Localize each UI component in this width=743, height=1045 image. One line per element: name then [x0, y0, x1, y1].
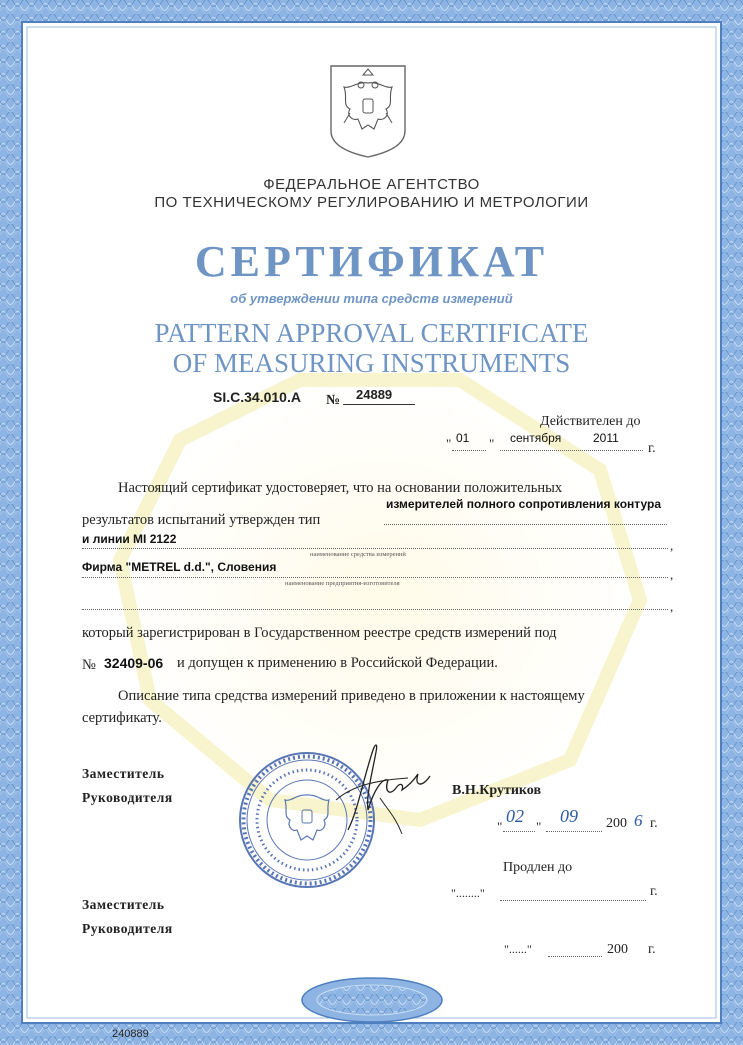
- agency-line-1: ФЕДЕРАЛЬНОЕ АГЕНТСТВО: [263, 176, 480, 193]
- signature2-suffix: г.: [648, 942, 656, 957]
- validity-day-line: [452, 450, 486, 451]
- validity-label: Действителен до: [540, 414, 641, 429]
- caption-instrument: наименование средства измерений: [310, 551, 406, 558]
- manufacturer: Фирма "METREL d.d.", Словения: [82, 560, 277, 574]
- validity-suffix: г.: [648, 441, 656, 456]
- manufacturer-line: [82, 577, 668, 578]
- validity-open-quote: ": [446, 436, 452, 451]
- signature1-role-line-2: Руководителя: [82, 790, 173, 805]
- signature1-role-line-1: Заместитель: [82, 766, 165, 781]
- extension-label: Продлен до: [503, 860, 573, 875]
- description-line-1: Описание типа средства измерений приведено в приложении к настоящему: [118, 688, 585, 704]
- instrument-line-1: [384, 524, 667, 525]
- body-line-2: результатов испытаний утвержден тип: [82, 512, 321, 528]
- caption-manufacturer: наименование предприятия-изготовителя: [285, 580, 400, 587]
- description-line-2: сертификату.: [82, 710, 162, 726]
- registry-tail: и допущен к применению в Российской Федерации.: [177, 655, 498, 671]
- form-number: 240889: [112, 1028, 149, 1040]
- coat-of-arms-icon: [328, 63, 408, 159]
- manufacturer-line-comma: ,: [670, 567, 674, 582]
- certificate-title-ru: СЕРТИФИКАТ: [194, 237, 549, 286]
- certificate-number: 24889: [356, 387, 393, 402]
- signature2-day-quotes: "......": [504, 942, 532, 956]
- handwritten-signature: [318, 730, 448, 840]
- certificate-title-en-1: PATTERN APPROVAL CERTIFICATE: [154, 318, 589, 348]
- validity-day: 01: [456, 431, 470, 445]
- certificate-subtitle-ru: об утверждении типа средств измерений: [230, 291, 513, 306]
- signature1-open-quote: ": [497, 819, 503, 834]
- signature2-role-line-1: Заместитель: [82, 897, 165, 912]
- blank-line: [82, 609, 668, 610]
- validity-month: сентября: [510, 431, 562, 445]
- signature1-month: 09: [560, 806, 578, 826]
- extension-day-quotes: "........": [451, 886, 485, 900]
- signature2-role-line-2: Руководителя: [82, 921, 173, 936]
- certificate-number-sign: №: [326, 393, 341, 408]
- validity-year: 2011: [593, 431, 619, 445]
- signature1-name: В.Н.Крутиков: [452, 783, 542, 798]
- instrument-line-2: [82, 548, 668, 549]
- extension-date-line: [500, 900, 646, 901]
- registry-line: который зарегистрирован в Государственном реестре средств измерений под: [82, 625, 557, 641]
- certificate-title-en-2: OF MEASURING INSTRUMENTS: [172, 348, 571, 378]
- registry-number: 32409-06: [104, 655, 164, 671]
- signature1-day-line: [503, 831, 535, 832]
- signature1-day: 02: [506, 806, 524, 826]
- instrument-line-2-comma: ,: [670, 538, 674, 553]
- certificate-number-line: [343, 404, 415, 405]
- validity-close-quote: ": [489, 436, 495, 451]
- signature2-date-line: [548, 956, 602, 957]
- signature1-month-line: [546, 831, 602, 832]
- certificate-series: SI.C.34.010.A: [213, 389, 301, 405]
- extension-suffix: г.: [650, 884, 658, 899]
- instrument-name-part-1: измерителей полного сопротивления контура: [386, 497, 661, 511]
- instrument-name-part-2: и линии MI 2122: [82, 532, 177, 546]
- agency-line-2: ПО ТЕХНИЧЕСКОМУ РЕГУЛИРОВАНИЮ И МЕТРОЛОГИИ: [154, 194, 589, 211]
- signature1-close-quote: ": [536, 819, 542, 834]
- registry-sign: №: [82, 657, 96, 673]
- body-line-1: Настоящий сертификат удостоверяет, что на основании положительных: [118, 480, 563, 496]
- validity-month-line: [500, 450, 643, 451]
- signature2-year: 200: [607, 942, 628, 957]
- signature1-year-prefix: 200: [606, 816, 627, 831]
- signature1-suffix: г.: [650, 816, 658, 831]
- signature1-year-suffix: 6: [634, 811, 643, 830]
- blank-line-comma: ,: [670, 599, 674, 614]
